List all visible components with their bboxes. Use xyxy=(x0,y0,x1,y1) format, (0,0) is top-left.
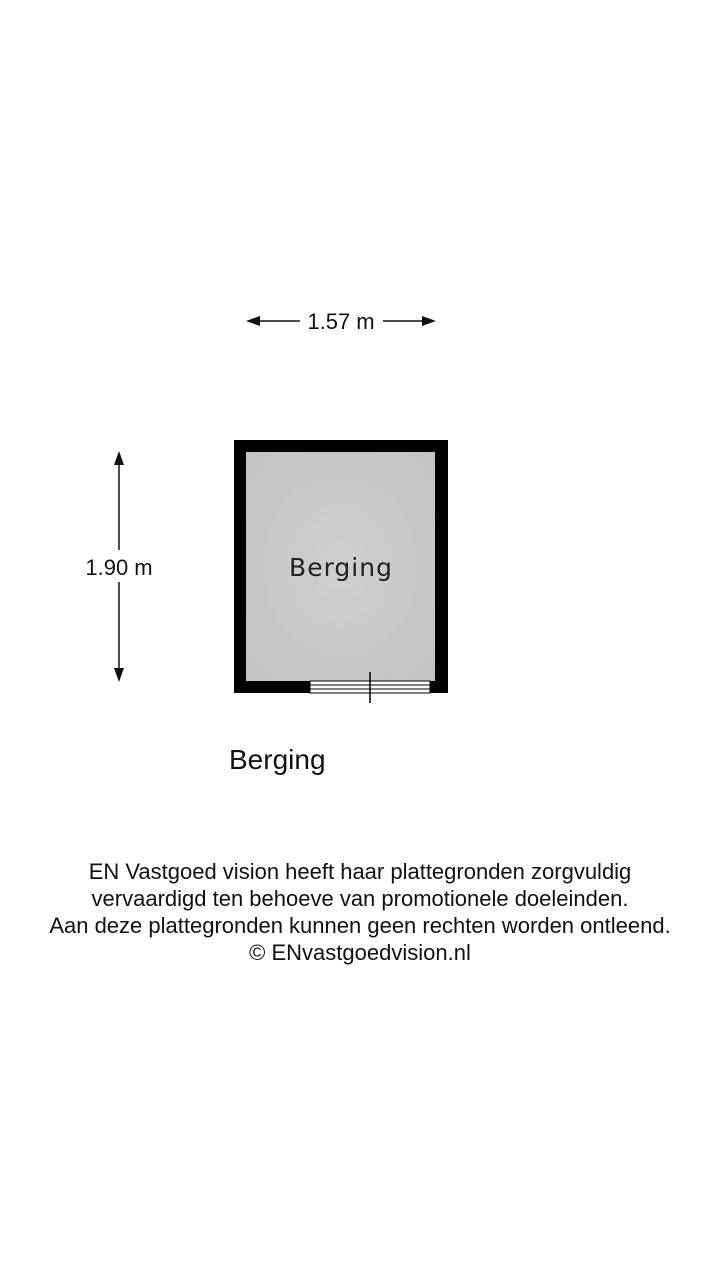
wall-bottom-left xyxy=(234,681,310,693)
width-dimension-label: 1.57 m xyxy=(307,309,375,334)
room-berging xyxy=(234,440,448,703)
arrow-left-icon xyxy=(246,316,260,326)
room-label: Berging xyxy=(289,553,393,582)
wall-left xyxy=(234,440,246,693)
height-dimension xyxy=(85,451,152,682)
disclaimer-line: EN Vastgoed vision heeft haar plattegronden zorgvuldig xyxy=(88,859,632,884)
disclaimer-copyright: © ENvastgoedvision.nl xyxy=(249,940,471,965)
wall-bottom-right xyxy=(430,681,448,693)
height-dimension-label: 1.90 m xyxy=(85,555,153,580)
arrow-up-icon xyxy=(114,451,124,465)
disclaimer-line: vervaardigd ten behoeve van promotionele doeleinden. xyxy=(91,886,629,911)
floor-caption: Berging xyxy=(229,744,326,775)
arrow-down-icon xyxy=(114,668,124,682)
wall-right xyxy=(435,440,448,693)
disclaimer xyxy=(0,858,720,966)
disclaimer-line: Aan deze plattegronden kunnen geen rechten worden ontleend. xyxy=(49,913,671,938)
wall-top xyxy=(234,440,448,452)
arrow-right-icon xyxy=(422,316,436,326)
width-dimension xyxy=(246,309,436,334)
